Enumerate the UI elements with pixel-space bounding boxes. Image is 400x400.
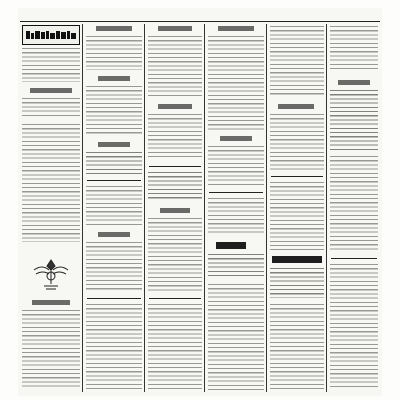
divider bbox=[331, 258, 377, 259]
text-block bbox=[148, 172, 202, 200]
text-block bbox=[208, 284, 264, 390]
divider bbox=[149, 166, 201, 167]
text-block bbox=[208, 146, 264, 186]
text-block bbox=[86, 86, 142, 134]
text-block bbox=[208, 36, 264, 130]
divider bbox=[209, 192, 263, 193]
text-column-5 bbox=[268, 24, 327, 392]
text-block bbox=[208, 198, 264, 234]
text-block bbox=[86, 186, 142, 226]
text-block bbox=[86, 242, 142, 292]
text-block bbox=[22, 48, 80, 82]
divider bbox=[149, 298, 201, 299]
garuda-emblem-icon bbox=[30, 256, 72, 292]
running-header bbox=[20, 11, 380, 22]
section-heading bbox=[98, 76, 130, 81]
text-block bbox=[148, 114, 202, 160]
text-column-6 bbox=[328, 24, 380, 392]
text-block bbox=[22, 124, 80, 242]
section-heading bbox=[160, 208, 190, 213]
text-block bbox=[330, 26, 378, 72]
text-block bbox=[270, 114, 324, 170]
masthead-title-block bbox=[22, 25, 80, 45]
text-block bbox=[270, 26, 324, 96]
section-heading bbox=[218, 26, 254, 31]
section-heading bbox=[98, 232, 130, 237]
text-block bbox=[148, 36, 202, 96]
text-block bbox=[86, 304, 142, 390]
divider bbox=[271, 176, 323, 177]
text-block bbox=[148, 218, 202, 292]
text-column-2 bbox=[84, 24, 145, 392]
text-block bbox=[86, 152, 142, 174]
text-block bbox=[148, 304, 202, 390]
section-heading bbox=[32, 300, 70, 305]
section-heading bbox=[220, 136, 252, 141]
masthead-lettering-icon bbox=[25, 29, 77, 41]
section-heading bbox=[30, 88, 72, 93]
divider bbox=[87, 298, 141, 299]
bold-section-heading bbox=[216, 242, 246, 249]
text-block bbox=[208, 254, 264, 278]
text-block bbox=[86, 36, 142, 70]
section-heading bbox=[338, 80, 370, 85]
divider bbox=[87, 180, 141, 181]
text-block bbox=[330, 90, 378, 150]
section-heading bbox=[98, 142, 130, 147]
text-block bbox=[22, 310, 80, 390]
text-column-3 bbox=[146, 24, 205, 392]
section-heading bbox=[158, 26, 192, 31]
text-block bbox=[270, 268, 324, 298]
section-heading bbox=[96, 26, 132, 31]
text-column-1 bbox=[20, 24, 83, 392]
text-column-4 bbox=[206, 24, 267, 392]
bold-section-heading bbox=[272, 256, 322, 263]
text-block bbox=[330, 264, 378, 390]
text-block bbox=[270, 304, 324, 390]
section-heading bbox=[158, 104, 192, 109]
section-heading bbox=[278, 104, 314, 109]
text-block bbox=[22, 98, 80, 118]
text-block bbox=[330, 156, 378, 252]
text-block bbox=[270, 182, 324, 250]
